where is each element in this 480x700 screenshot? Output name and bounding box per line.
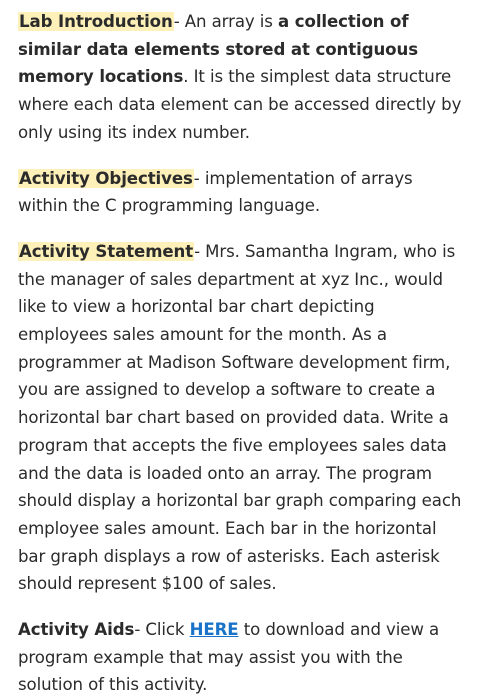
activity-objectives-text: - implementation of arrays within the C programming language. <box>18 168 413 216</box>
lab-introduction-text-1: - An array is <box>173 12 279 31</box>
lab-introduction-heading: Lab Introduction <box>19 12 173 31</box>
activity-statement-text: - Mrs. Samantha Ingram, who is the manager of sales department at xyz Inc., would like to view a horizontal bar chart depicting employees sales amount for the month. As a programmer at Madison Software development firm, you are assigned to develop a software to create a horizontal bar chart based on provided data. Write a program that accepts the five employees sales data and the data is loaded onto an array. The program should display a horizontal bar graph comparing each employee sales amount. Each bar in the horizontal bar graph displays a row of asterisks. Each asterisk should represent $100 of sales. <box>18 241 462 594</box>
activity-aids-text-2: to download and view a program example that may assist you with the solution of this activity. <box>18 620 440 695</box>
lab-introduction-text-2: . It is the simplest data structure where each data element can be accessed directly by only using its index number. <box>18 67 462 142</box>
activity-aids-heading: Activity Aids <box>18 620 135 640</box>
activity-statement-paragraph <box>18 238 464 598</box>
lab-introduction-paragraph <box>18 8 464 147</box>
activity-aids-paragraph <box>18 616 464 699</box>
activity-statement-heading: Activity Statement <box>19 241 194 261</box>
array-definition-bold: a collection of similar data elements stored at contiguous memory locations <box>18 12 418 87</box>
activity-objectives-paragraph <box>18 165 464 220</box>
activity-aids-text-1: - Click <box>134 620 190 640</box>
activity-objectives-heading: Activity Objectives <box>19 168 193 188</box>
download-here-link[interactable]: HERE <box>189 620 239 640</box>
